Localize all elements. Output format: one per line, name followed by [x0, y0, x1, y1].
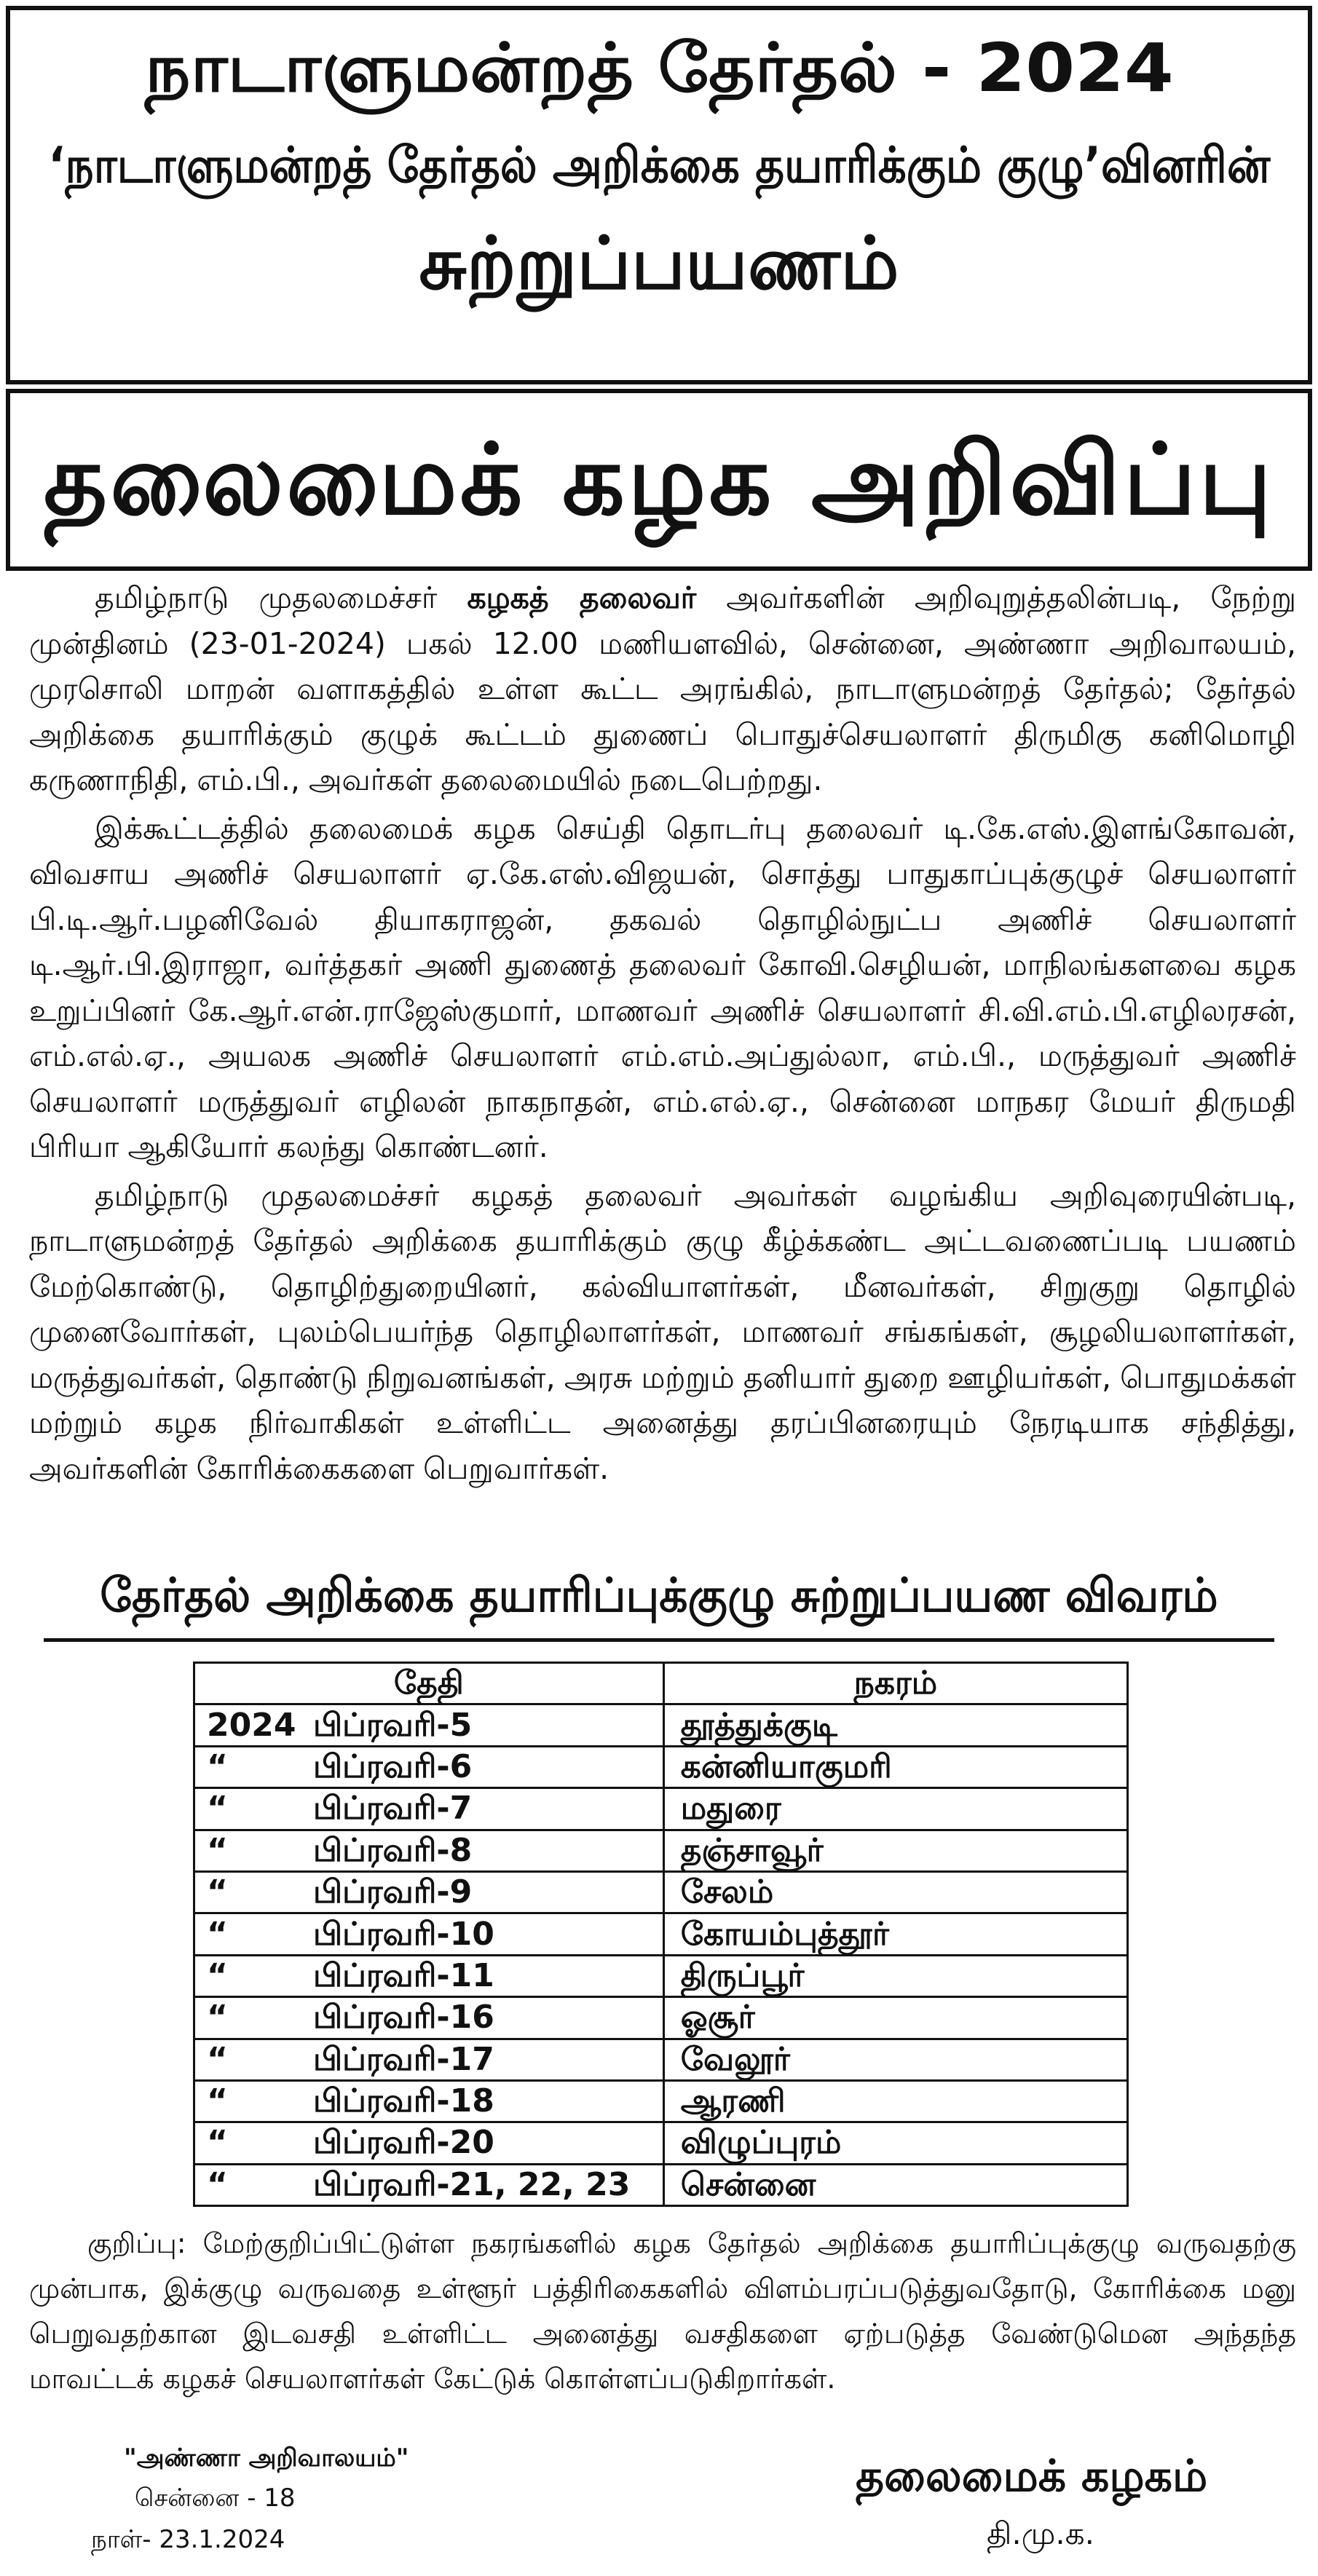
date-text: பிப்ரவரி-6	[313, 1747, 473, 1785]
city-cell: ஆரணி	[663, 2080, 1127, 2122]
date-cell	[194, 1704, 664, 1746]
city-cell: திருப்பூர்	[663, 1955, 1127, 1996]
date-year-mark: “	[207, 2082, 228, 2120]
table-row	[194, 2080, 1128, 2122]
date-text: பிப்ரவரி-9	[313, 1873, 473, 1911]
date-year-mark: 2024	[207, 1706, 296, 1744]
table-row	[194, 1830, 1128, 1871]
date-text: பிப்ரவரி-17	[313, 2040, 494, 2078]
column-header-city: நகரம்	[663, 1663, 1127, 1704]
date-text: பிப்ரவரி-18	[313, 2082, 494, 2120]
city-cell: கன்னியாகுமரி	[663, 1746, 1127, 1787]
date-cell	[194, 2122, 664, 2164]
date-year-mark: “	[207, 1956, 228, 1994]
city-cell: ஓசூர்	[663, 1997, 1127, 2039]
table-row	[194, 1871, 1128, 1913]
date-cell	[194, 1871, 664, 1913]
announcement-banner: தலைமைக் கழக அறிவிப்பு	[43, 423, 1275, 537]
date-text: பிப்ரவரி-11	[313, 1956, 494, 1994]
date-text: பிப்ரவரி-8	[313, 1831, 473, 1869]
signature-party: தி.மு.க.	[987, 2516, 1094, 2551]
footer-date: நாள்- 23.1.2024	[91, 2525, 285, 2554]
date-year-mark: “	[207, 1790, 228, 1828]
date-text: பிப்ரவரி-20	[313, 2124, 494, 2162]
city-cell: கோயம்புத்தூர்	[663, 1913, 1127, 1955]
date-text: பிப்ரவரி-10	[313, 1915, 494, 1953]
date-cell	[194, 1830, 664, 1871]
city-cell: சேலம்	[663, 1871, 1127, 1913]
footer-city: சென்னை - 18	[135, 2484, 296, 2513]
paragraph-2: இக்கூட்டத்தில் தலைமைக் கழக செய்தி தொடர்பு தலைவர் டி.கே.எஸ்.இளங்கோவன், விவசாய அணிச் செயலாளர் ஏ.கே.எஸ்.விஜயன், சொத்து பாதுகாப்புக்குழுச் செயலாளர் பி.டி.ஆர்.பழனிவேல் தியாகராஜன், தகவல் தொழில்நுட்ப அணிச் செயலாளர் டி.ஆர்.பி.இராஜா, வர்த்தகர் அணி துணைத் தலைவர் கோவி.செழியன், மாநிலங்களவை கழக உறுப்பினர் கே.ஆர்.என்.ராஜேஸ்குமார், மாணவர் அணிச் செயலாளர் சி.வி.எம்.பி.எழிலரசன், எம்.எல்.ஏ., அயலக அணிச் செயலாளர் எம்.எம்.அப்துல்லா, எம்.பி., மருத்துவர் அணிச் செயலாளர் மருத்துவர் எழிலன் நாகநாதன், எம்.எல்.ஏ., சென்னை மாநகர மேயர் திருமதி பிரியா ஆகியோர் கலந்து கொண்டனர்.	[29, 810, 1296, 1164]
date-year-mark: “	[207, 1747, 228, 1785]
body-text	[29, 575, 1296, 1494]
table-row	[194, 1704, 1128, 1746]
date-year-mark: “	[207, 1831, 228, 1869]
date-text: பிப்ரவரி-21, 22, 23	[313, 2165, 631, 2203]
paragraph-3: தமிழ்நாடு முதலமைச்சர் கழகத் தலைவர் அவர்கள் வழங்கிய அறிவுரையின்படி, நாடாளுமன்றத் தேர்தல் அறிக்கை தயாரிக்கும் குழு கீழ்க்கண்ட அட்டவணைப்படி பயணம் மேற்கொண்டு, தொழிற்துறையினர், கல்வியாளர்கள், மீனவர்கள், சிறுகுறு தொழில் முனைவோர்கள், புலம்பெயர்ந்த தொழிலாளர்கள், மாணவர் சங்கங்கள், சூழலியலாளர்கள், மருத்துவர்கள், தொண்டு நிறுவனங்கள், அரசு மற்றும் தனியார் துறை ஊழியர்கள், பொதுமக்கள் மற்றும் கழக நிர்வாகிகள் உள்ளிட்ட அனைத்து தரப்பினரையும் நேரடியாக சந்தித்து, அவர்களின் கோரிக்கைகளை பெறுவார்கள்.	[29, 1177, 1296, 1486]
header-subtitle: ‘நாடாளுமன்றத் தேர்தல் அறிக்கை தயாரிக்கும் குழு’வினரின்	[47, 137, 1271, 194]
table-row	[194, 1746, 1128, 1787]
table-row	[194, 2164, 1128, 2205]
date-cell	[194, 2164, 664, 2205]
header-title: நாடாளுமன்றத் தேர்தல் - 2024	[144, 29, 1174, 107]
schedule-body	[194, 1704, 1128, 2206]
table-row	[194, 1913, 1128, 1955]
date-year-mark: “	[207, 1915, 228, 1953]
announcement-banner-box	[6, 389, 1312, 571]
date-cell	[194, 1997, 664, 2039]
paragraph-1-part-c: அவர்களின் அறிவுறுத்தலின்படி, நேற்று முன்தினம் (23-01-2024) பகல் 12.00 மணியளவில், சென்னை, அண்ணா அறிவாலயம், முரசொலி மாறன் வளாகத்தில் உள்ள கூட்ட அரங்கில், நாடாளுமன்றத் தேர்தல்; தேர்தல் அறிக்கை தயாரிக்கும் குழுக் கூட்டம் துணைப் பொதுச்செயலாளர் திருமிகு கனிமொழி கருணாநிதி, எம்.பி., அவர்கள் தலைமையில் நடைபெற்றது.	[29, 580, 1297, 797]
schedule-title: தேர்தல் அறிக்கை தயாரிப்புக்குழு சுற்றுப்பயண விவரம்	[100, 1569, 1218, 1623]
header-subtitle-2: சுற்றுப்பயணம்	[419, 221, 899, 306]
city-cell: விழுப்புரம்	[663, 2122, 1127, 2164]
city-cell: மதுரை	[663, 1788, 1127, 1830]
table-row	[194, 2039, 1128, 2080]
footer-address: "அண்ணா அறிவாலயம்"	[124, 2443, 409, 2473]
date-cell	[194, 1746, 664, 1787]
city-cell: தூத்துக்குடி	[663, 1704, 1127, 1746]
header-box	[6, 6, 1312, 384]
date-cell	[194, 1788, 664, 1830]
column-header-date: தேதி	[194, 1663, 664, 1704]
paragraph-1-bold: கழகத் தலைவர்	[467, 580, 697, 615]
note-paragraph: குறிப்பு: மேற்குறிப்பிட்டுள்ள நகரங்களில் கழக தேர்தல் அறிக்கை தயாரிப்புக்குழு வருவதற்கு முன்பாக, இக்குழு வருவதை உள்ளூர் பத்திரிகைகளில் விளம்பரப்படுத்துவதோடு, கோரிக்கை மனு பெறுவதற்கான இடவசதி உள்ளிட்ட அனைத்து வசதிகளை ஏற்படுத்த வேண்டுமென அந்தந்த மாவட்டக் கழகச் செயலாளர்கள் கேட்டுக் கொள்ளப்படுகிறார்கள்.	[29, 2227, 1296, 2395]
date-text: பிப்ரவரி-7	[313, 1790, 473, 1828]
date-year-mark: “	[207, 2124, 228, 2162]
paragraph-1	[29, 575, 1296, 803]
schedule-header-row	[194, 1663, 1128, 1704]
signature-office: தலைமைக் கழகம்	[856, 2451, 1208, 2502]
city-cell: வேலூர்	[663, 2039, 1127, 2080]
date-text: பிப்ரவரி-16	[313, 1999, 494, 2036]
city-cell: தஞ்சாவூர்	[663, 1830, 1127, 1871]
schedule-table	[193, 1662, 1129, 2207]
date-year-mark: “	[207, 1873, 228, 1911]
date-cell	[194, 1913, 664, 1955]
date-cell	[194, 2080, 664, 2122]
table-row	[194, 1955, 1128, 1996]
date-cell	[194, 1955, 664, 1996]
city-cell: சென்னை	[663, 2164, 1127, 2205]
table-row	[194, 2122, 1128, 2164]
date-text: பிப்ரவரி-5	[313, 1706, 473, 1744]
paragraph-1-part-a: தமிழ்நாடு முதலமைச்சர்	[95, 580, 467, 615]
schedule-title-rule	[44, 1638, 1274, 1642]
date-cell	[194, 2039, 664, 2080]
date-year-mark: “	[207, 2165, 228, 2203]
table-row	[194, 1788, 1128, 1830]
date-year-mark: “	[207, 1999, 228, 2036]
table-row	[194, 1997, 1128, 2039]
date-year-mark: “	[207, 2040, 228, 2078]
